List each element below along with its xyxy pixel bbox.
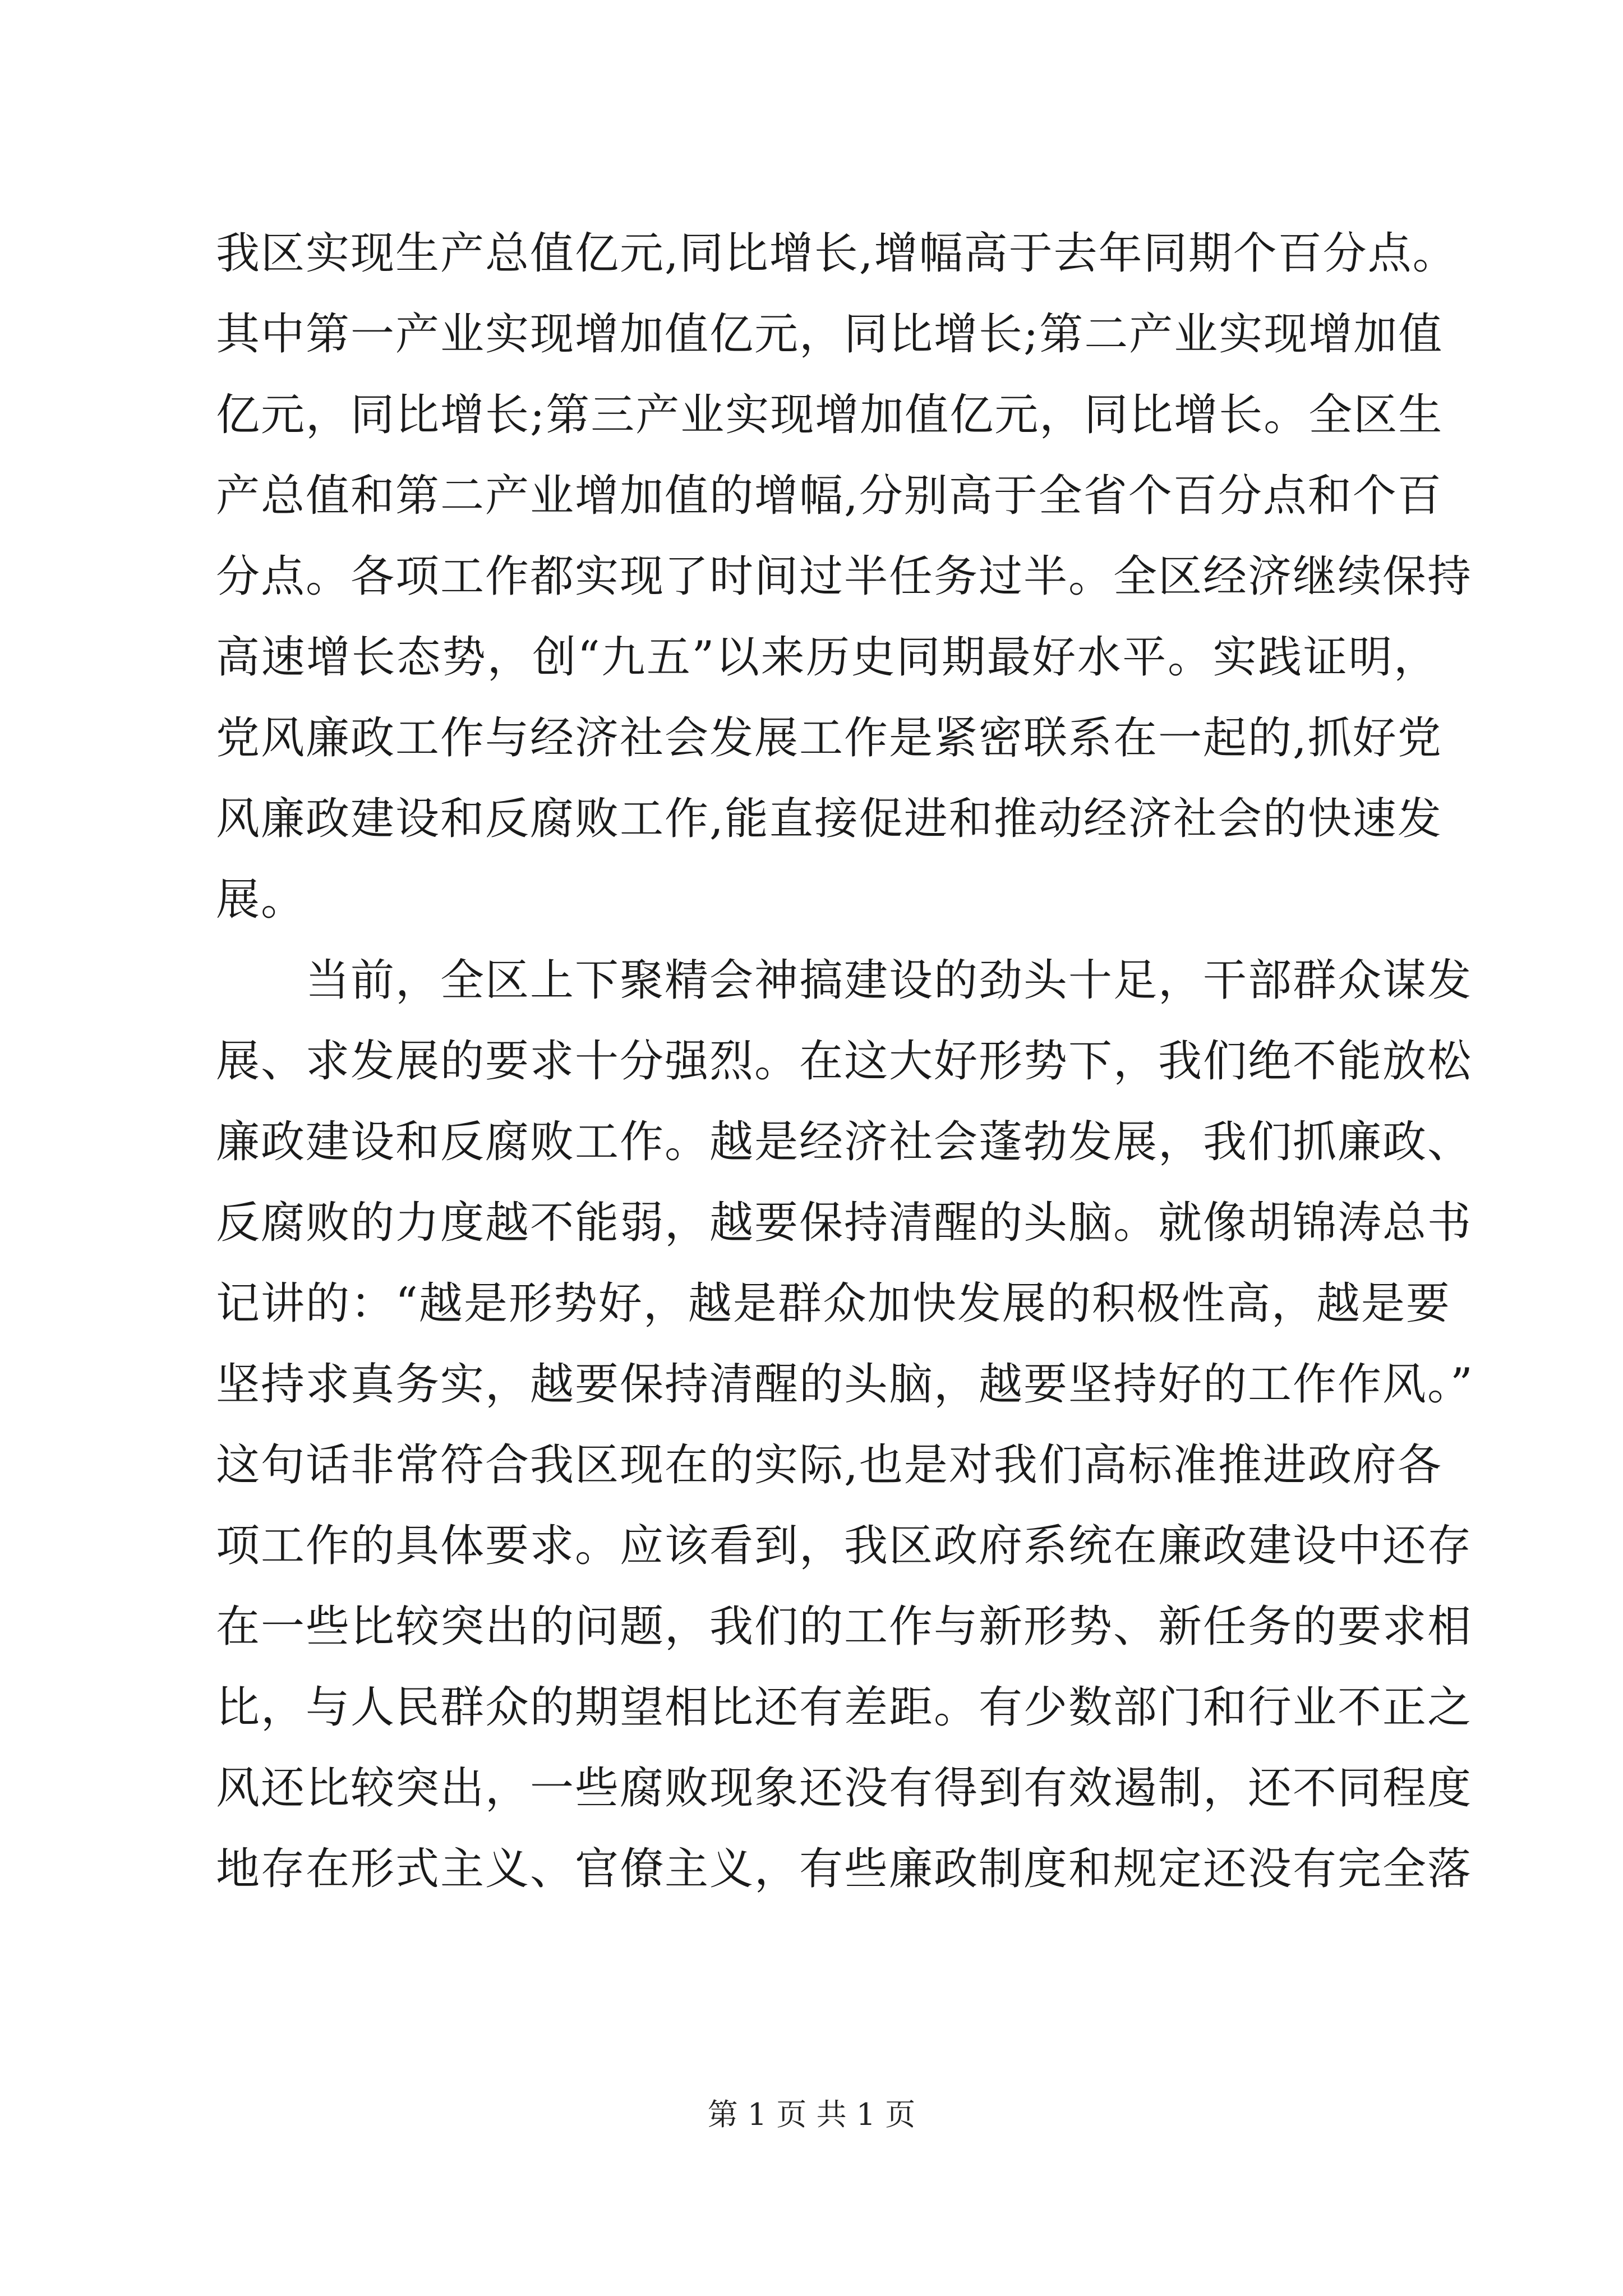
text-line: 记讲的：“越是形势好，越是群众加快发展的积极性高，越是要	[216, 1278, 1451, 1329]
text-line: 风还比较突出，一些腐败现象还没有得到有效遏制，还不同程度	[216, 1763, 1473, 1814]
text-line: 风廉政建设和反腐败工作,能直接促进和推动经济社会的快速发	[216, 794, 1442, 844]
text-line: 廉政建设和反腐败工作。越是经济社会蓬勃发展，我们抓廉政、	[216, 1117, 1473, 1167]
text-line: 党风廉政工作与经济社会发展工作是紧密联系在一起的,抓好党	[216, 713, 1442, 763]
text-line: 产总值和第二产业增加值的增幅,分别高于全省个百分点和个百	[216, 471, 1442, 521]
text-line: 展、求发展的要求十分强烈。在这大好形势下，我们绝不能放松	[216, 1036, 1473, 1087]
text-line: 这句话非常符合我区现在的实际,也是对我们高标准推进政府各	[216, 1440, 1442, 1490]
text-line: 当前，全区上下聚精会神搞建设的劲头十足，干部群众谋发	[306, 955, 1473, 1006]
text-line: 反腐败的力度越不能弱，越要保持清醒的头脑。就像胡锦涛总书	[216, 1198, 1473, 1248]
text-line: 亿元，同比增长;第三产业实现增加值亿元，同比增长。全区生	[216, 390, 1444, 440]
text-line: 高速增长态势，创“九五”以来历史同期最好水平。实践证明，	[216, 632, 1438, 683]
text-line: 其中第一产业实现增加值亿元，同比增长;第二产业实现增加值	[216, 309, 1444, 360]
text-line: 我区实现生产总值亿元,同比增长,增幅高于去年同期个百分点。	[216, 228, 1458, 279]
text-line: 分点。各项工作都实现了时间过半任务过半。全区经济继续保持	[216, 551, 1473, 602]
text-line: 比，与人民群众的期望相比还有差距。有少数部门和行业不正之	[216, 1682, 1473, 1733]
page-footer: 第 1 页 共 1 页	[707, 2097, 916, 2132]
text-line: 地存在形式主义、官僚主义，有些廉政制度和规定还没有完全落	[216, 1844, 1473, 1894]
text-line: 在一些比较突出的问题，我们的工作与新形势、新任务的要求相	[216, 1602, 1473, 1652]
body-text	[216, 213, 1474, 1910]
text-line: 坚持求真务实，越要保持清醒的头脑，越要坚持好的工作作风。”	[216, 1359, 1474, 1410]
text-line: 展。	[216, 875, 306, 925]
text-line: 项工作的具体要求。应该看到，我区政府系统在廉政建设中还存	[216, 1521, 1473, 1571]
